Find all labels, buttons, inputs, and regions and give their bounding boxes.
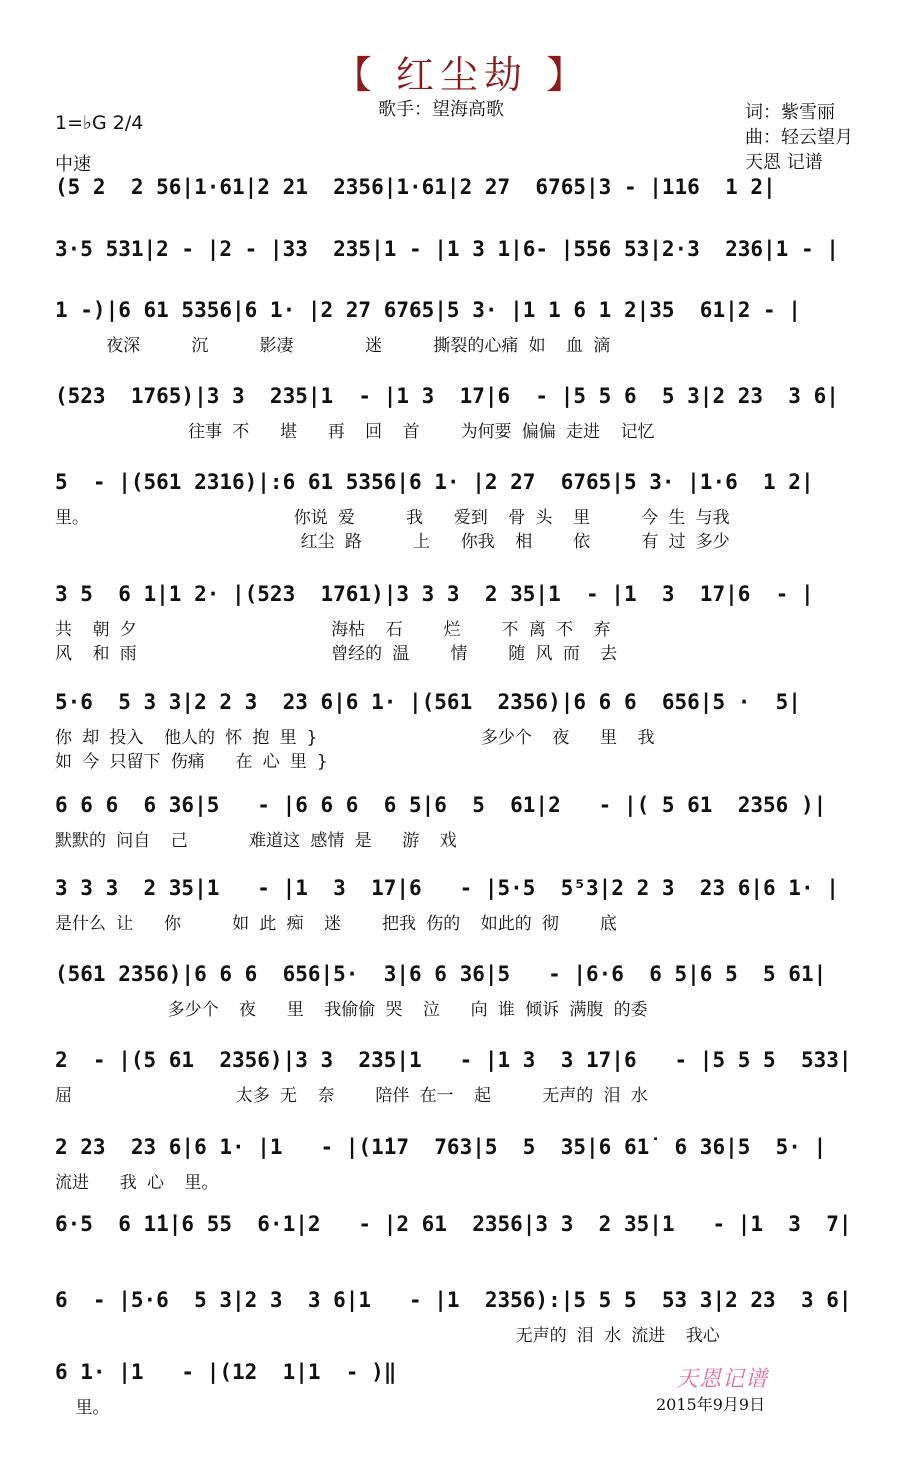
song-title: 【 红尘劫 】 [333, 53, 591, 97]
transcriber-signature: 天恩记谱 [676, 1367, 769, 1392]
lyric-line: 如 今 只留下 伤痛 在 心 里 } [55, 752, 328, 772]
notation-row: (523 1765)|3 3 235|1 - |1 3 17|6 - |5 5 6 5 3|2 23 3 6| [55, 384, 839, 408]
notation-row: 2 23 23 6|6 1· |1 - |(1̇17 763|5 5 35|6 61̇ 6 36|5 5· | [55, 1135, 827, 1159]
lyric-line: 屈 太多 无 奈 陪伴 在一 起 无声的 泪 水 [55, 1086, 648, 1106]
notation-row: 5 - |(561 2316)|:6 61 5356|6 1· |2 27 6765|5 3· |1·6 1 2| [55, 470, 814, 494]
lyric-line: 往事 不 堪 再 回 首 为何要 偏偏 走进 记忆 [55, 422, 655, 442]
lyric-line: 风 和 雨 曾经的 温 情 随 风 而 去 [55, 644, 618, 664]
notation-row: 3·5 531|2 - |2 - |33 235|1 - |1 3 1|6- |556 53|2·3 236|1 - | [55, 237, 839, 261]
transcriber-credit: 天恩 记谱 [745, 152, 823, 173]
notation-row: 6 - |5·6 5 3|2 3 3 6|1 - |1 2356):|5 5 5 53 3|2 23 3 6| [55, 1288, 852, 1312]
lyric-line: 你 却 投入 他人的 怀 抱 里 } 多少个 夜 里 我 [55, 728, 655, 748]
notation-row: (561 2356)|6 6 6 656|5· 3|6 6 36|5 - |6·6 6 5|6 5 5 61| [55, 962, 827, 986]
notation-row: 6·5 6 1̇1̇|6 55 6·1|2 - |2 61 2356|3 3 2 35|1 - |1 3 7| [55, 1212, 852, 1236]
lyricist-credit: 词：紫雪丽 [745, 102, 835, 123]
lyric-line: 共 朝 夕 海枯 石 烂 不 离 不 弃 [55, 620, 611, 640]
lyric-line: 多少个 夜 里 我偷偷 哭 泣 向 谁 倾诉 满腹 的委 [55, 1000, 648, 1020]
notation-row: 6 1· |1 - |(12 1|1 - )‖ [55, 1360, 397, 1384]
lyric-line: 夜深 沉 影凄 迷 撕裂的心痛 如 血 滴 [55, 336, 611, 356]
lyric-line: 里。 [55, 1398, 110, 1418]
notation-row: 1 -)|6 61 5356|6 1· |2 27 6765|5 3· |1 1 6 1 2|35 61|2 - | [55, 298, 801, 322]
notation-row: 6 6 6 6 36|5 - |6 6 6 6 5|6 5 61|2 - |( 5 61 2356 )| [55, 793, 827, 817]
lyric-line: 是什么 让 你 如 此 痴 迷 把我 伤的 如此的 彻 底 [55, 914, 617, 934]
notation-row: 3 3 3 2 35|1 - |1 3 17|6 - |5·5 5⁵3|2 2 3 23 6|6 1· | [55, 876, 839, 900]
tempo-marking: 中速 [55, 154, 91, 175]
lyric-line: 红尘 路 上 你我 相 依 有 过 多少 [55, 532, 730, 552]
key-signature: 1=♭G 2/4 [55, 112, 144, 134]
lyric-line: 无声的 泪 水 流进 我心 [55, 1326, 720, 1346]
composer-credit: 曲：轻云望月 [745, 127, 853, 148]
lyric-line: 里。 你说 爱 我 爱到 骨 头 里 今 生 与我 [55, 508, 730, 528]
notation-row: 3 5 6 1|1 2· |(523 1761)|3 3 3 2 35|1 - |1 3 17|6 - | [55, 582, 814, 606]
transcription-date: 2015年9月9日 [656, 1395, 766, 1414]
notation-row: 2 - |(5 61 2356)|3 3 235|1 - |1 3 3 17|6 - |5 5 5 533| [55, 1048, 852, 1072]
notation-row: 5·6 5 3 3|2 2 3 23 6|6 1· |(561 2356)|6 6 6 656|5 · 5| [55, 690, 801, 714]
notation-row: (5 2 2 56|1·61|2 21 2356|1·61|2 27 6765|3 - |116 1 2| [55, 175, 776, 199]
lyric-line: 默默的 问自 己 难道这 感情 是 游 戏 [55, 831, 457, 851]
lyric-line: 流进 我 心 里。 [55, 1173, 219, 1193]
singer-credit: 歌手：望海高歌 [378, 99, 504, 120]
